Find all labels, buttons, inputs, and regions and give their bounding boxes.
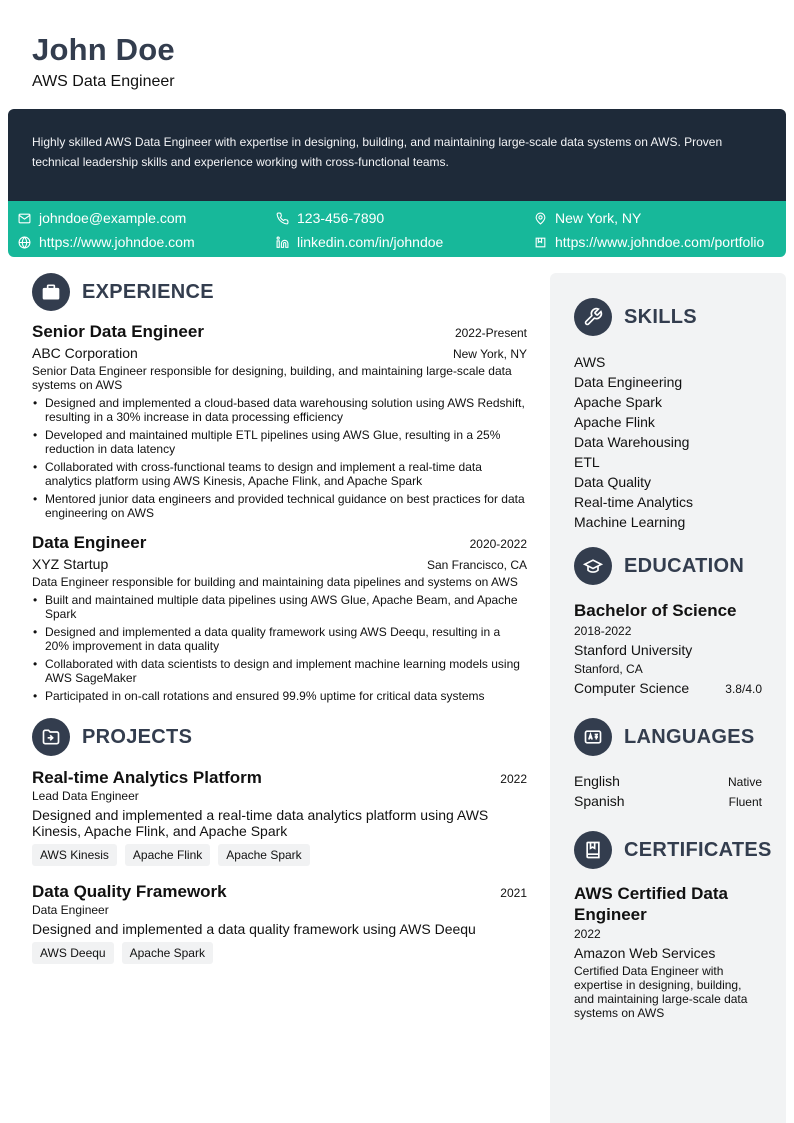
job-entry <box>32 321 527 520</box>
contact-linkedin-text: linkedin.com/in/johndoe <box>297 234 444 250</box>
resume-header <box>32 30 175 92</box>
bullet-item: • Developed and maintained multiple ETL pipelines using AWS Glue, resulting in a 25% reduction in data latency <box>45 428 527 456</box>
contact-location-text: New York, NY <box>555 210 642 226</box>
bullet-item: • Designed and implemented a cloud-based data warehousing solution using AWS Redshift, resulting in a 30% increase in data processing efficiency <box>45 396 527 424</box>
certificate-description: Certified Data Engineer with expertise in designing, building, and maintaining large-scale data systems on AWS <box>574 964 748 1020</box>
education-heading <box>574 546 762 586</box>
bullet-item: • Participated in on-call rotations and ensured 99.9% uptime for critical data systems <box>45 689 527 703</box>
projects-heading <box>32 717 527 757</box>
job-entry-title: Senior Data Engineer <box>32 322 204 341</box>
education-field-row <box>574 679 762 699</box>
bullet-item: • Mentored junior data engineers and provided technical guidance on best practices for data engineering on AWS <box>45 492 527 520</box>
project-title: Data Quality Framework <box>32 882 227 901</box>
globe-icon <box>18 236 31 249</box>
graduation-cap-icon <box>574 547 612 585</box>
contact-email[interactable] <box>18 210 186 226</box>
certificates-heading <box>574 830 772 870</box>
experience-title: EXPERIENCE <box>82 280 214 303</box>
contact-location <box>534 210 641 226</box>
linkedin-icon <box>276 236 289 249</box>
tag: AWS Deequ <box>32 942 114 964</box>
map-pin-icon <box>534 212 547 225</box>
education-school: Stanford University <box>574 642 693 658</box>
contact-linkedin[interactable] <box>276 234 443 250</box>
sidebar <box>550 273 786 1123</box>
skill-item: Data Warehousing <box>574 434 690 450</box>
job-entry-company: ABC Corporation <box>32 345 138 361</box>
language-item <box>574 792 762 812</box>
language-name: Spanish <box>574 793 625 809</box>
folder-icon <box>32 718 70 756</box>
summary-panel <box>8 109 786 201</box>
skill-item: Data Quality <box>574 474 652 490</box>
translate-icon <box>574 718 612 756</box>
job-entry-company: XYZ Startup <box>32 556 109 572</box>
education-title: EDUCATION <box>624 554 745 577</box>
project-tags <box>32 844 527 866</box>
briefcase-icon <box>32 273 70 311</box>
experience-heading <box>32 272 527 312</box>
wrench-icon <box>574 298 612 336</box>
language-level: Native <box>727 775 762 789</box>
bullet-item: • Collaborated with data scientists to design and implement machine learning models using AWS SageMaker <box>45 657 527 685</box>
skill-item: ETL <box>574 454 600 470</box>
job-entry-date: 2022-Present <box>454 326 527 340</box>
language-item <box>574 772 762 792</box>
skills-title: SKILLS <box>624 305 697 328</box>
job-entry-description: Senior Data Engineer responsible for designing, building, and maintaining large-scale data systems on AWS <box>32 364 512 392</box>
skill-item: Machine Learning <box>574 514 686 530</box>
certificate-title: AWS Certified Data Engineer <box>574 884 728 924</box>
projects-title: PROJECTS <box>82 725 193 748</box>
job-entry <box>32 532 527 703</box>
project-description: Designed and implemented a real-time data analytics platform using AWS Kinesis, Apache Flink, and Apache Spark <box>32 807 489 839</box>
skill-item: Apache Flink <box>574 414 655 430</box>
project-tags <box>32 942 527 964</box>
education-location: Stanford, CA <box>574 662 643 676</box>
tag: Apache Spark <box>122 942 213 964</box>
skills-heading <box>574 297 762 337</box>
portfolio-icon <box>534 236 547 249</box>
project-description: Designed and implemented a data quality framework using AWS Deequ <box>32 921 476 937</box>
job-entry-location: New York, NY <box>452 347 527 361</box>
project-entry <box>32 881 527 964</box>
contact-email-text: johndoe@example.com <box>39 210 187 226</box>
job-title: AWS Data Engineer <box>32 73 175 90</box>
bullet-item: • Designed and implemented a data quality framework using AWS Deequ, resulting in a 20% improvement in data quality <box>45 625 527 653</box>
job-entry-title: Data Engineer <box>32 533 147 552</box>
education-gpa: 3.8/4.0 <box>725 682 762 696</box>
languages-title: LANGUAGES <box>624 725 755 748</box>
certificate-year: 2022 <box>574 927 601 941</box>
tag: Apache Spark <box>218 844 309 866</box>
skill-item: Data Engineering <box>574 374 683 390</box>
contact-phone[interactable] <box>276 210 384 226</box>
education-degree: Bachelor of Science <box>574 601 737 620</box>
bullet-item: • Collaborated with cross-functional teams to design and implement a real-time data analytics platform using AWS Kinesis, Apache Flink, and Apache Spark <box>45 460 527 488</box>
project-date: 2022 <box>500 772 527 786</box>
contact-bar <box>8 201 786 257</box>
bullet-item: • Built and maintained multiple data pipelines using AWS Glue, Apache Beam, and Apache Spark <box>45 593 527 621</box>
project-entry <box>32 767 527 866</box>
language-level: Fluent <box>728 795 762 809</box>
education-field: Computer Science <box>574 680 690 696</box>
phone-icon <box>276 212 289 225</box>
main-column <box>32 272 527 964</box>
contact-portfolio[interactable] <box>534 234 764 250</box>
job-entry-bullets <box>32 396 527 520</box>
project-date: 2021 <box>500 886 527 900</box>
contact-portfolio-text: https://www.johndoe.com/portfolio <box>555 234 765 250</box>
skills-list <box>574 352 762 532</box>
languages-heading <box>574 717 762 757</box>
person-name: John Doe <box>32 32 175 67</box>
languages-list <box>574 772 762 812</box>
project-title: Real-time Analytics Platform <box>32 768 262 787</box>
skill-item: AWS <box>574 354 606 370</box>
job-entry-location: San Francisco, CA <box>426 558 527 572</box>
tag: Apache Flink <box>125 844 210 866</box>
language-name: English <box>574 773 620 789</box>
tag: AWS Kinesis <box>32 844 117 866</box>
education-years: 2018-2022 <box>574 624 632 638</box>
contact-website[interactable] <box>18 234 195 250</box>
skill-item: Apache Spark <box>574 394 662 410</box>
bookmark-book-icon <box>574 831 612 869</box>
job-entry-date: 2020-2022 <box>469 537 527 551</box>
mail-icon <box>18 212 31 225</box>
contact-phone-text: 123-456-7890 <box>297 210 385 226</box>
job-entry-bullets <box>32 593 527 703</box>
contact-website-text: https://www.johndoe.com <box>39 234 195 250</box>
job-entry-description: Data Engineer responsible for building and maintaining data pipelines and systems on AWS <box>32 575 518 589</box>
summary-text: Highly skilled AWS Data Engineer with expertise in designing, building, and maintaining large-scale data systems on AWS. Proven technical leadership skills and experience working with cross-functional teams. <box>32 135 723 169</box>
project-role: Lead Data Engineer <box>32 789 139 803</box>
project-role: Data Engineer <box>32 903 109 917</box>
skill-item: Real-time Analytics <box>574 494 694 510</box>
certificates-title: CERTIFICATES <box>624 838 772 861</box>
certificate-issuer: Amazon Web Services <box>574 945 716 961</box>
